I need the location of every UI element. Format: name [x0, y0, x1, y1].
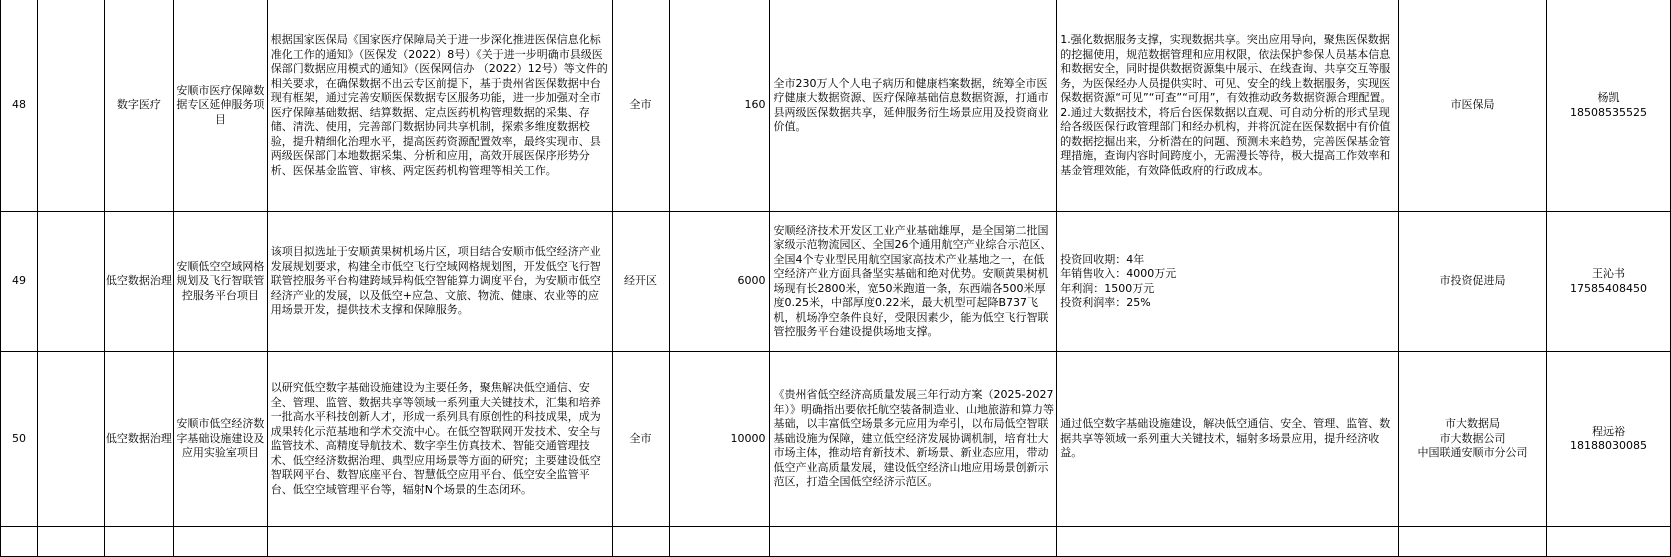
- table-row-partial: [1, 527, 1671, 557]
- location-cell: 全市: [612, 0, 669, 212]
- unit-line: 市大数据局: [1445, 417, 1500, 431]
- row-number: 48: [1, 0, 38, 212]
- category-cell: 数字医疗: [104, 0, 173, 212]
- contact-cell: [1546, 352, 1670, 527]
- benefit-line: 投资利润率：25%: [1060, 296, 1151, 309]
- benefit-cell: [1057, 0, 1399, 212]
- contact-cell: [1546, 0, 1670, 212]
- benefit-cell: [1057, 212, 1399, 352]
- benefit-line: 1.强化数据服务支撑，实现数据共享。突出应用导向，聚焦医保数据的挖掘使用，规范数据管理和应用权限，依法保护参保人员基本信息和数据安全，同时提供数据资源集中展示、在线查询、共享交互等服务，为医保经办人员提供实时、可见、安全的线上数据服务，实现医保数据资源“可见”“可查”“可用”，有效推动政务数据资源合理配置。: [1060, 33, 1392, 104]
- empty-cell: [1546, 527, 1670, 557]
- unit-line: 市大数据公司: [1439, 431, 1506, 445]
- benefit-line: 年利润：1500万元: [1060, 281, 1155, 295]
- basis-cell: 安顺经济技术开发区工业产业基础雄厚，是全国第二批国家级示范物流园区、全国26个通用航空产业综合示范区、全国4个专业型民用航空国家高技术产业基地之一，在低空经济产业方面具备坚实基础和绝对优势。安顺黄果树机场现有长2800米，宽50米跑道一条，东西端各500米厚度0.25米，中部厚度0.22米，最大机型可起降B737飞机，机场净空条件良好，受限因素少，能为低空飞行智联管控服务平台建设提供场地支撑。: [770, 212, 1057, 352]
- contact-phone: 17585408450: [1569, 281, 1647, 295]
- row-number: 50: [1, 352, 38, 527]
- table-row: [1, 352, 1671, 527]
- benefit-line: 2.通过大数据技术，将后台医保数据以直观、可自动分析的形式呈现给各级医保行政管理部门和经办机构，并将沉淀在医保数据中有价值的数据挖掘出来，分析潜在的问题、预测未来趋势，完善医保基金管理措施，查询内容时间跨度小，无需漫长等待，极大提高工作效率和基金管理效能，有效降低政府的行政成本。: [1060, 105, 1391, 177]
- project-name-cell: 安顺市医疗保障数据专区延伸服务项目: [173, 0, 267, 212]
- unit-cell: [1399, 212, 1547, 352]
- unit-cell: [1399, 352, 1547, 527]
- benefit-line: 年销售收入：4000万元: [1060, 267, 1177, 280]
- empty-cell: [669, 527, 770, 557]
- location-cell: 经开区: [612, 212, 669, 352]
- empty-cell: [1057, 527, 1399, 557]
- project-name-cell: 安顺低空空域网格规划及飞行智联管控服务平台项目: [173, 212, 267, 352]
- basis-cell: 《贵州省低空经济高质量发展三年行动方案（2025-2027年）》明确指出要依托航空装备制造业、山地旅游和算力等基础，以丰富低空场景多元应用为牵引，以布局低空智联基础设施为保障，建立低空经济发展协调机制，培育壮大市场主体，推动培育新技术、新场景、新业态应用，带动低空产业高质量发展，建设低空经济山地应用场景创新示范区，打造全国低空经济示范区。: [770, 352, 1057, 527]
- contact-name: 王沁书: [1591, 267, 1625, 280]
- empty-cell: [104, 527, 173, 557]
- spacer-cell: [37, 0, 104, 212]
- contact-phone: 18188030085: [1569, 439, 1647, 452]
- contact-name: 杨凯: [1597, 91, 1620, 104]
- empty-cell: [770, 527, 1057, 557]
- benefit-cell: [1057, 352, 1399, 527]
- benefit-line: 通过低空数字基础设施建设，解决低空通信、安全、管理、监管、数据共享等领域一系列重大关键技术，辐射多场景应用，提升经济收益。: [1060, 417, 1391, 460]
- spacer-cell: [37, 527, 104, 557]
- spacer-cell: [37, 352, 104, 527]
- empty-cell: [1399, 527, 1547, 557]
- category-cell: 低空数据治理: [104, 352, 173, 527]
- unit-cell: [1399, 0, 1547, 212]
- location-cell: 全市: [612, 352, 669, 527]
- empty-cell: [173, 527, 267, 557]
- empty-cell: [612, 527, 669, 557]
- basis-cell: 全市230万人个人电子病历和健康档案数据，统筹全市医疗健康大数据资源、医疗保障基础信息数据资源，打通市县两级医保数据共享，延伸服务衍生场景应用及投资商业价值。: [770, 0, 1057, 212]
- unit-line: 市投资促进局: [1439, 274, 1506, 288]
- content-cell: 根据国家医保局《国家医疗保障局关于进一步深化推进医保信息化标准化工作的通知》（医保发（2022）8号）《关于进一步明确市县级医保部门数据应用模式的通知》（医保网信办 （2022）12号）等文件的相关要求，在确保数据不出云专区前提下，基于贵州省医保数据中台现有框架，通过完善安顺医保数据专区服务功能，进一步加强对全市医疗保障基础数据、结算数据、定点医药机构管理数据的采集、存储、清洗、使用，完善部门数据协同共享机制，探索多维度数据校验，提升精细化治理水平，提高医药资源配置效率，最终实现市、县两级医保部门本地数据采集、分析和应用，高效开展医保序形势分析、医保基金监管、审核、两定医药机构管理等相关工作。: [267, 0, 612, 212]
- spacer-cell: [37, 212, 104, 352]
- investment-cell: 10000: [669, 352, 770, 527]
- project-name-cell: 安顺市低空经济数字基础设施建设及应用实验室项目: [173, 352, 267, 527]
- contact-name: 程远裕: [1591, 424, 1625, 438]
- category-cell: 低空数据治理: [104, 212, 173, 352]
- unit-line: 市医保局: [1450, 98, 1495, 112]
- table-row: [1, 0, 1671, 212]
- table-row: [1, 212, 1671, 352]
- empty-cell: [267, 527, 612, 557]
- unit-line: 中国联通安顺市分公司: [1417, 446, 1528, 460]
- row-number: 49: [1, 212, 38, 352]
- contact-phone: 18508535525: [1569, 105, 1647, 119]
- content-cell: 以研究低空数字基础设施建设为主要任务，聚焦解决低空通信、安全、管理、监管、数据共享等领域一系列重大关键技术，汇集和培养一批高水平科技创新人才，形成一系列具有原创性的科技成果，成为成果转化示范基地和学术交流中心。在低空智联网开发技术、安全与监管技术、高精度导航技术、数字孪生仿真技术、智能交通管理技术、低空经济数据治理、典型应用场景等方面的研究；主要建设低空智联网平台、数智底座平台、智慧低空应用平台、低空安全监管平台、低空空域管理平台等，辐射N个场景的生态闭环。: [267, 352, 612, 527]
- investment-cell: 6000: [669, 212, 770, 352]
- contact-cell: [1546, 212, 1670, 352]
- empty-cell: [1, 527, 38, 557]
- investment-cell: 160: [669, 0, 770, 212]
- content-cell: 该项目拟选址于安顺黄果树机场片区，项目结合安顺市低空经济产业发展规划要求，构建全市低空飞行空域网格规划图，开发低空飞行智联管控服务平台构建跨域异构低空智能算力调度平台，为安顺市低空经济产业的发展，以及低空+应急、文旅、物流、健康、农业等的应用场景开发，提供技术支撑和保障服务。: [267, 212, 612, 352]
- benefit-line: 投资回收期：4年: [1060, 252, 1145, 266]
